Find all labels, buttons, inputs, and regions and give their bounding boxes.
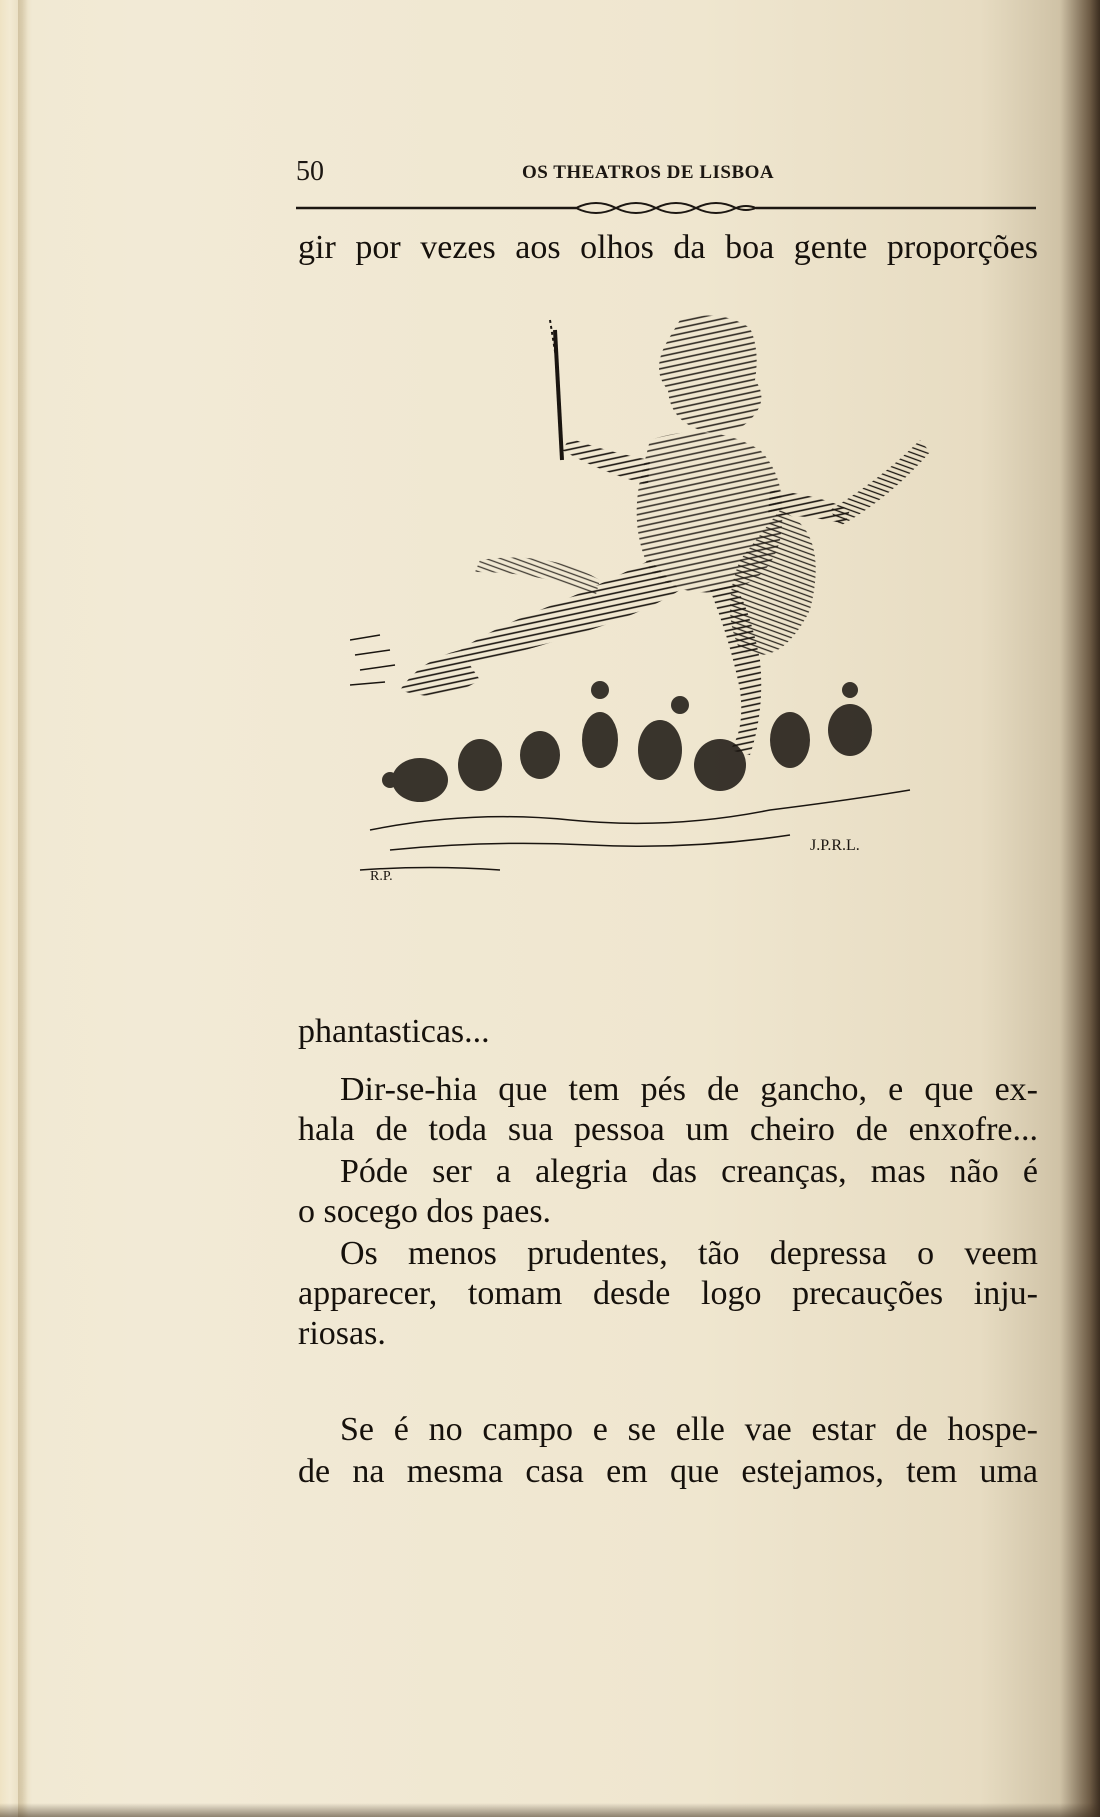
svg-text:J.P.R.L.: J.P.R.L.	[810, 837, 860, 854]
running-title: OS THEATROS DE LISBOA	[522, 162, 775, 183]
text-line: Os menos prudentes, tão depressa o veem	[340, 1235, 1038, 1272]
text-line: apparecer, tomam desde logo precauções inju-	[298, 1275, 1038, 1312]
text-line: Se é no campo e se elle vae estar de hospe-	[340, 1411, 1038, 1448]
page-number: 50	[296, 156, 324, 187]
text-line: hala de toda sua pessoa um cheiro de enxofre...	[298, 1111, 1038, 1148]
text-line: Dir-se-hia que tem pés de gancho, e que ex-	[340, 1071, 1038, 1108]
svg-text:R.P.: R.P.	[370, 869, 393, 884]
ornamental-rule	[296, 196, 1036, 220]
text-line: Póde ser a alegria das creanças, mas não é	[340, 1153, 1038, 1190]
page-header	[296, 152, 1036, 192]
text-line: riosas.	[298, 1315, 386, 1352]
text-line: phantasticas...	[298, 1013, 490, 1050]
text-line: gir por vezes aos olhos da boa gente proporções	[298, 229, 1038, 266]
text-line: de na mesma casa em que estejamos, tem uma	[298, 1453, 1038, 1490]
engraving-giant-figure-icon	[350, 310, 990, 990]
text-line: o socego dos paes.	[298, 1193, 552, 1230]
